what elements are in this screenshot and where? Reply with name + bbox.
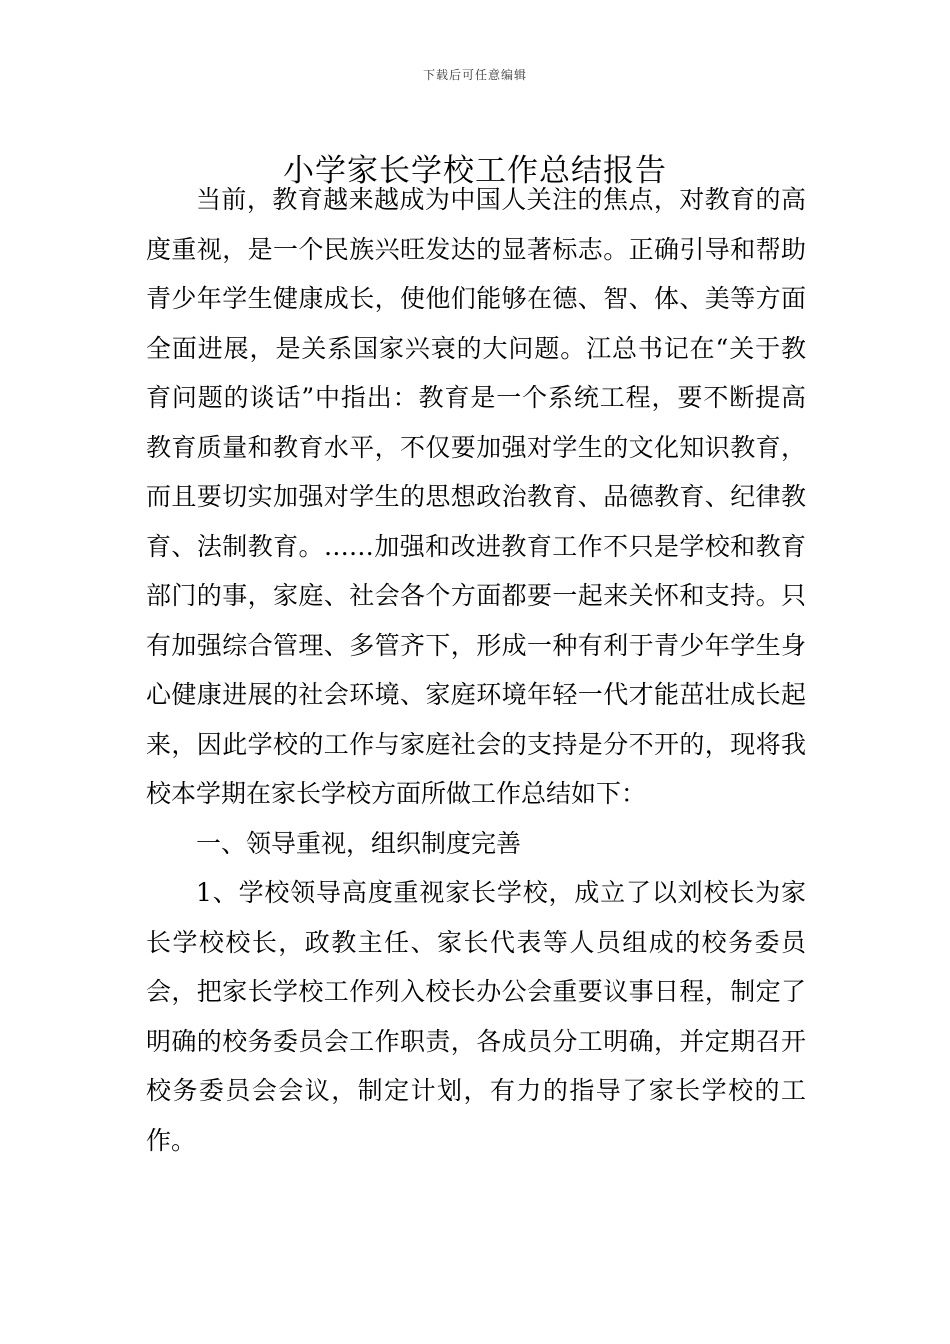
document-title: 小学家长学校工作总结报告 xyxy=(283,152,667,189)
document-body xyxy=(146,175,806,1165)
item-paragraph: 1、学校领导高度重视家长学校，成立了以刘校长为家长学校校长，政教主任、家长代表等人员组成的校务委员会，把家长学校工作列入校长办公会重要议事日程，制定了明确的校务委员会工作职责，各成员分工明确，并定期召开校务委员会会议，制定计划，有力的指导了家长学校的工作。 xyxy=(146,878,806,1155)
section-heading: 一、领导重视，组织制度完善 xyxy=(196,828,522,858)
intro-paragraph: 当前，教育越来越成为中国人关注的焦点，对教育的高度重视，是一个民族兴旺发达的显著标志。正确引导和帮助青少年学生健康成长，使他们能够在德、智、体、美等方面全面进展，是关系国家兴衰的大问题。江总书记在“关于教育问题的谈话”中指出：教育是一个系统工程，要不断提高教育质量和教育水平，不仅要加强对学生的文化知识教育，而且要切实加强对学生的思想政治教育、品德教育、纪律教育、法制教育。……加强和改进教育工作不只是学校和教育部门的事，家庭、社会各个方面都要一起来关怀和支持。只有加强综合管理、多管齐下，形成一种有利于青少年学生身心健康进展的社会环境、家庭环境年轻一代才能茁壮成长起来，因此学校的工作与家庭社会的支持是分不开的，现将我校本学期在家长学校方面所做工作总结如下： xyxy=(146,185,806,808)
header-note: 下载后可任意编辑 xyxy=(422,68,527,82)
